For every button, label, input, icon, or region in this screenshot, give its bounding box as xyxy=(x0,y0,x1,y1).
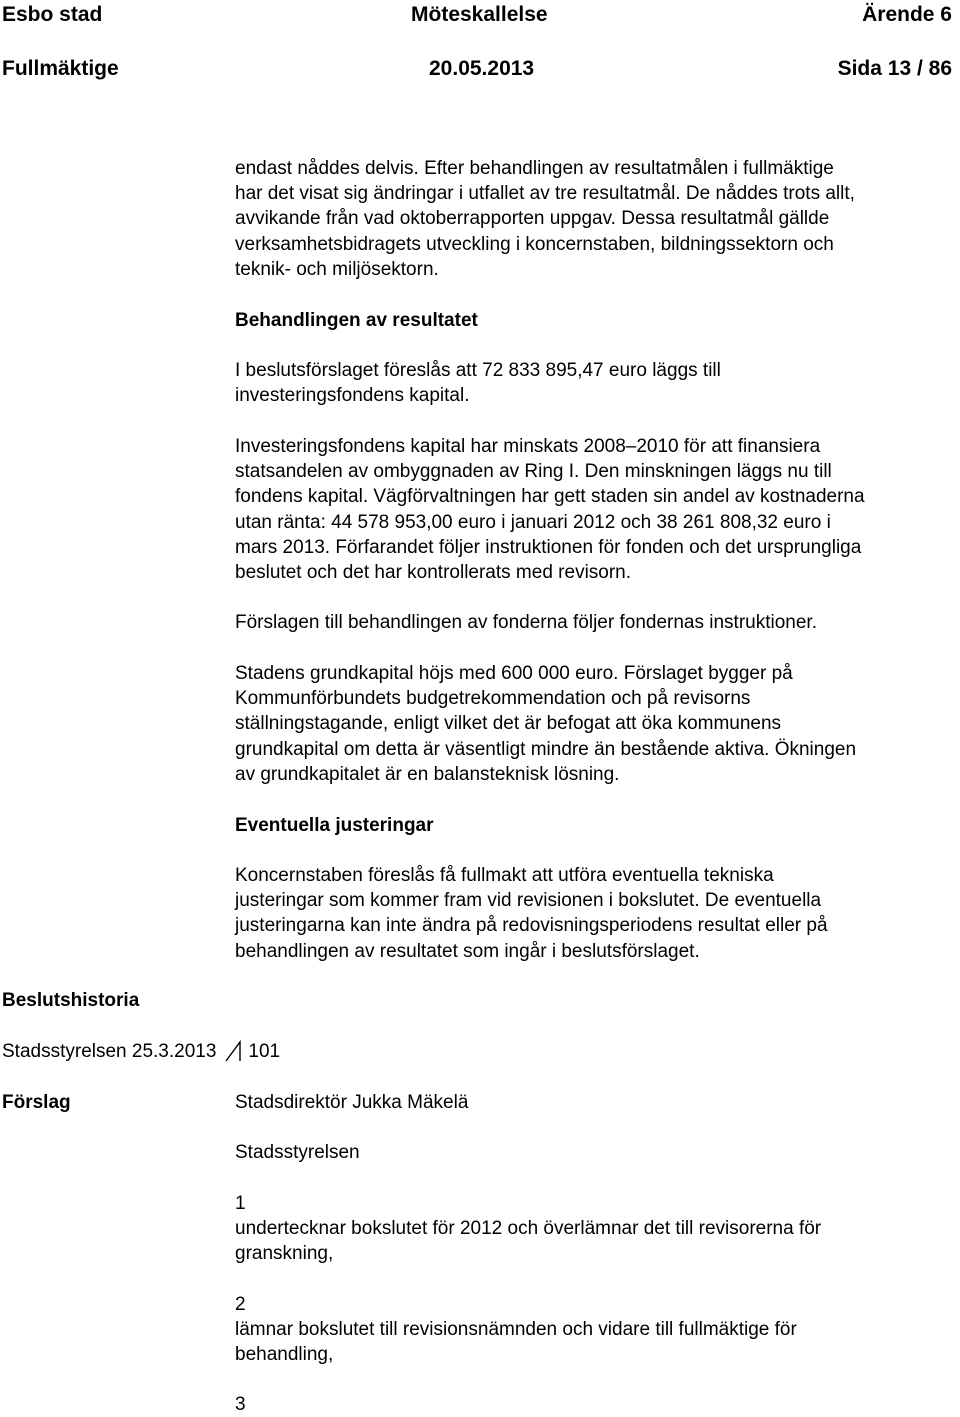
meeting-name: Stadsstyrelsen 25.3.2013 xyxy=(2,1041,217,1062)
heading-possible-adjustments: Eventuella justeringar xyxy=(235,815,434,836)
decision-history-heading: Beslutshistoria xyxy=(2,990,140,1011)
header-doc-type: Möteskallelse xyxy=(411,3,548,26)
header-date: 20.05.2013 xyxy=(429,57,535,80)
header-item: Ärende 6 xyxy=(862,3,952,26)
paragraph-investment-fund: Investeringsfondens kapital har minskats 2008–2010 för att finansiera statsandelen av ombyggnaden av Ring I. Den minskningen läggs nu till fondens kapital. Vägförvaltningen har gett staden sin andel av kostnaderna utan ränta: 44 578 953,00 euro i januari 2012 och 38 261 808,32 euro i mars 2013. Förfarandet följer instruktionen för fonden och det ursprungliga beslutet och det har kontrollerats med revisorn. xyxy=(235,436,865,584)
decision-item-text: lämnar bokslutet till revisionsnämnden och vidare till fullmäktige för behandling, xyxy=(235,1319,797,1366)
section-sign-icon xyxy=(224,1040,242,1060)
proposer: Stadsdirektör Jukka Mäkelä xyxy=(235,1092,469,1113)
header-org: Esbo stad xyxy=(2,3,103,26)
decision-item-number: 3 xyxy=(235,1394,246,1415)
paragraph-adjustments: Koncernstaben föreslås få fullmakt att utföra eventuella tekniska justeringar som kommer fram vid revisionen i bokslutet. De eventuella justeringarna kan inte ändra på redovisningsperiodens resultat eller på behandlingen av resultatet som ingår i beslutsförslaget. xyxy=(235,865,828,962)
paragraph-basic-capital: Stadens grundkapital höjs med 600 000 euro. Förslaget bygger på Kommunförbundets budgetrekommendation och på revisorns ställningstagande, enligt vilket det är befogat att öka kommunens grundkapital om detta är väsentligt mindre än bestående aktiva. Ökningen av grundkapitalet är en balansteknisk lösning. xyxy=(235,663,857,785)
paragraph-proposal-fund: I beslutsförslaget föreslås att 72 833 895,47 euro läggs till investeringsfondens kapital. xyxy=(235,360,721,407)
header-body: Fullmäktige xyxy=(2,57,119,80)
proposal-label: Förslag xyxy=(2,1092,71,1113)
section-number: 101 xyxy=(248,1041,281,1062)
heading-result-treatment: Behandlingen av resultatet xyxy=(235,310,478,331)
paragraph-fund-instructions: Förslagen till behandlingen av fonderna följer fondernas instruktioner. xyxy=(235,612,817,633)
decision-item-text: undertecknar bokslutet för 2012 och överlämnar det till revisorerna för granskning, xyxy=(235,1218,822,1265)
decision-item-number: 1 xyxy=(235,1193,246,1214)
meeting-reference xyxy=(2,1039,280,1064)
decision-body: Stadsstyrelsen xyxy=(235,1142,360,1163)
header-page: Sida 13 / 86 xyxy=(837,57,952,80)
decision-item-number: 2 xyxy=(235,1294,246,1315)
paragraph-results-goals: endast nåddes delvis. Efter behandlingen av resultatmålen i fullmäktige har det visat sig ändringar i utfallet av tre resultatmål. De nåddes trots allt, avvikande från vad oktoberrapporten uppgav. Dessa resultatmål gällde verksamhetsbidragets utveckling i koncernstaben, bildningssektorn och teknik- och miljösektorn. xyxy=(235,158,855,280)
